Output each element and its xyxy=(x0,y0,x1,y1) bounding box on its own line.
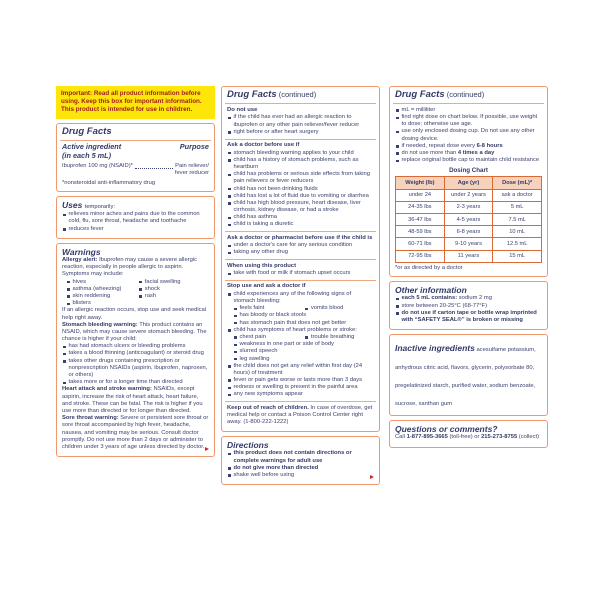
list-item: reduces fever xyxy=(62,226,209,233)
list-item: leg swelling xyxy=(233,356,374,363)
list-item: hives xyxy=(66,279,138,286)
list-item: under a doctor's care for any serious condition xyxy=(227,242,374,249)
sign-row xyxy=(233,305,374,312)
purpose-value xyxy=(175,163,209,177)
stomach-bleeding-signs xyxy=(233,305,374,327)
table-row xyxy=(396,250,542,262)
directions-box xyxy=(221,436,380,485)
drug-facts-continued-box-2 xyxy=(389,86,548,277)
table-row xyxy=(396,201,542,213)
list-item: find right dose on chart below. If possible, use weight to dose; otherwise use age. xyxy=(395,114,542,128)
directions-title: Directions xyxy=(227,440,269,451)
symptom-row xyxy=(66,279,209,286)
list-item: fever or pain gets worse or lasts more than 3 days xyxy=(227,377,374,384)
dosing-chart-table xyxy=(395,176,542,262)
list-item: has bloody or black stools xyxy=(233,312,374,319)
list-item: this product does not contain directions or complete warnings for adult use xyxy=(227,450,374,464)
allergy-followup: If an allergic reaction occurs, stop use and seek medical help right away. xyxy=(62,307,207,321)
list-item: child has high blood pressure, heart disease, liver cirrhosis, kidney disease, or had a stroke xyxy=(227,200,374,214)
list-item: store between 20-25°C (68-77°F) xyxy=(395,303,542,310)
list-item: rash xyxy=(138,293,156,300)
stomach-bleeding-warning xyxy=(62,322,209,344)
heart-problem-signs xyxy=(233,334,374,363)
ask-doctor-heading: Ask a doctor before use if xyxy=(227,142,300,149)
repeat-dose-bold: 6-8 hours xyxy=(476,142,503,149)
list-item: do not use if carton tape or bottle wrap imprinted with “SAFETY SEAL®” is broken or missing xyxy=(395,310,542,324)
cell-dose: 15 mL xyxy=(493,250,542,262)
keep-out-lead: Keep out of reach of children. xyxy=(227,404,309,411)
cell-weight: 36-47 lbs xyxy=(396,213,445,225)
list-item: child has lost a lot of fluid due to vomiting or diarrhea xyxy=(227,193,374,200)
important-notice: Important: Read all product information before using. Keep this box for important information. This product is intended for use in children. xyxy=(56,86,215,119)
drug-facts-box xyxy=(56,123,215,193)
cell-age: under 2 years xyxy=(444,189,493,201)
cell-age: 9-10 years xyxy=(444,238,493,250)
divider xyxy=(393,103,544,104)
keep-out-text: In case of overdose, get medical help or contact a Poison Control Center right away. (1-800-222-1222) xyxy=(227,404,373,426)
list-item: shake well before using xyxy=(227,472,374,479)
questions-phone-line xyxy=(395,434,542,441)
list-item: asthma (wheezing) xyxy=(66,286,138,293)
list-item: has stomach pain that does not get better xyxy=(233,320,374,327)
cell-age: 2-3 years xyxy=(444,201,493,213)
list-item: weakness in one part or side of body xyxy=(233,341,374,348)
divider xyxy=(225,401,376,402)
stomach-warning-lead: Stomach bleeding warning: xyxy=(62,321,138,328)
list-item: takes more or for a longer time than directed xyxy=(62,379,209,386)
middle-column xyxy=(221,86,380,489)
do-not-use-heading: Do not use xyxy=(227,106,258,113)
stomach-warning-list xyxy=(62,343,209,386)
divider xyxy=(225,103,376,104)
list-item: if the child has ever had an allergic reaction to ibuprofen or any other pain reliever/fever reducer xyxy=(227,114,374,128)
list-item: take with food or milk if stomach upset occurs xyxy=(227,270,374,277)
table-row xyxy=(396,226,542,238)
table-row xyxy=(396,189,542,201)
list-item: blisters xyxy=(66,300,138,307)
purpose-heading: Purpose xyxy=(179,142,209,152)
list-item: child has a history of stomach problems, such as heartburn xyxy=(227,157,374,171)
questions-box xyxy=(389,420,548,447)
cell-dose: 5 mL xyxy=(493,201,542,213)
cell-dose: ask a doctor xyxy=(493,189,542,201)
left-column xyxy=(56,86,215,461)
uses-box xyxy=(56,196,215,239)
cell-age: 6-8 years xyxy=(444,226,493,238)
cell-weight: under 24 xyxy=(396,189,445,201)
active-ingredient-subheading: (in each 5 mL) xyxy=(62,151,112,161)
cell-weight: 60-71 lbs xyxy=(396,238,445,250)
list-item: stomach bleeding warning applies to your child xyxy=(227,150,374,157)
heart-warning-text: NSAIDs, except aspirin, increase the risk of heart attack, heart failure, and stroke. These can be fatal. The risk is higher if you use more than directed or for longer than directed. xyxy=(62,386,203,414)
stop-use-list xyxy=(227,327,374,334)
ask-doctor-list xyxy=(227,150,374,229)
divider xyxy=(225,139,376,140)
dosing-notes-list xyxy=(395,107,542,165)
keep-out-of-reach xyxy=(227,405,374,427)
drug-facts-continued-title xyxy=(395,90,542,101)
list-item: feels faint xyxy=(233,305,304,312)
when-using-heading: When using this product xyxy=(227,262,297,269)
inactive-ingredients xyxy=(395,338,542,410)
divider xyxy=(225,259,376,260)
ask-pharmacist-list xyxy=(227,242,374,256)
divider xyxy=(60,140,211,141)
list-item: child has symptoms of heart problems or stroke: xyxy=(227,327,374,334)
list-item: takes other drugs containing prescription or nonprescription NSAIDs (aspirin, ibuprofen, naproxen, or others) xyxy=(62,358,209,380)
cell-dose: 7.5 mL xyxy=(493,213,542,225)
list-item xyxy=(395,143,542,150)
other-information-title: Other information xyxy=(395,285,467,296)
ingredient-row xyxy=(62,163,209,177)
mid-text: (toll-free) or xyxy=(447,434,482,441)
uses-title-text: Uses xyxy=(62,200,83,211)
when-using-list xyxy=(227,270,374,277)
cell-age: 11 years xyxy=(444,250,493,262)
allergy-alert-lead: Allergy alert: xyxy=(62,257,98,264)
list-item: the child does not get any relief within first day (24 hours) of treatment xyxy=(227,363,374,377)
continue-arrow-icon xyxy=(205,447,209,451)
allergy-alert xyxy=(62,257,209,279)
purpose-line1: Pain reliever/ xyxy=(175,162,209,169)
contains-lead: each 5 mL contains: xyxy=(401,295,458,302)
list-item: skin reddening xyxy=(66,293,138,300)
collect-text: (collect) xyxy=(517,434,540,441)
list-item: chest pain xyxy=(233,334,304,341)
drug-facts-title-text: Drug Facts xyxy=(395,89,445,100)
stop-use-list xyxy=(227,291,374,305)
list-item: facial swelling xyxy=(138,279,180,286)
list-item: child has not been drinking fluids xyxy=(227,186,374,193)
heart-warning-lead: Heart attack and stroke warning: xyxy=(62,386,152,393)
list-item: child is taking a diuretic xyxy=(227,221,374,228)
purpose-line2: fever reducer xyxy=(174,170,209,177)
cell-age: 4-5 years xyxy=(444,213,493,225)
ask-pharmacist-heading: Ask a doctor or pharmacist before use if the child is xyxy=(227,234,373,241)
symptom-row xyxy=(66,300,209,307)
uses-title xyxy=(62,200,209,211)
continued-label: (continued) xyxy=(276,90,317,99)
column-header-dose: Dose (mL)* xyxy=(493,177,542,189)
contains-text: sodium 2 mg xyxy=(457,295,492,302)
cell-dose: 10 mL xyxy=(493,226,542,238)
list-item: child has problems or serious side effects from taking pain relievers or fever reducers xyxy=(227,171,374,185)
drug-facts-title: Drug Facts xyxy=(62,125,112,137)
list-item xyxy=(395,295,542,302)
sign-row xyxy=(233,334,374,341)
list-item: do not give more than directed xyxy=(227,465,374,472)
stop-use-list xyxy=(227,363,374,399)
right-column xyxy=(389,86,548,452)
uses-lead: temporarily: xyxy=(84,204,115,211)
cell-weight: 24-35 lbs xyxy=(396,201,445,213)
uses-list xyxy=(62,211,209,233)
list-item: child has asthma xyxy=(227,214,374,221)
call-text: Call xyxy=(395,434,407,441)
questions-title: Questions or comments? xyxy=(395,424,498,435)
continued-label: (continued) xyxy=(444,90,485,99)
symptom-list xyxy=(66,279,209,308)
active-ingredient-heading: Active ingredient xyxy=(62,142,122,152)
directions-list xyxy=(227,450,374,479)
list-item: replace original bottle cap to maintain child resistance xyxy=(395,157,542,164)
cell-weight: 72-95 lbs xyxy=(396,250,445,262)
list-item: has had stomach ulcers or bleeding problems xyxy=(62,343,209,350)
warnings-box xyxy=(56,243,215,457)
repeat-dose-text: if needed, repeat dose every xyxy=(401,142,477,149)
max-dose-text: do not use more than xyxy=(401,150,458,157)
throat-warning-text: Severe or persistent sore throat or sore throat accompanied by high fever, headache, nausea, and vomiting may be serious. Consult doctor promptly. Do not use more than 2 days or administer to children under 3 years of age unless directed by doctor. xyxy=(62,415,209,450)
inactive-ingredients-box xyxy=(389,334,548,416)
ingredient-name: Ibuprofen 100 mg (NSAID)* xyxy=(62,162,133,169)
stomach-warning-text: This product contains an NSAID, which may cause severe stomach bleeding. The chance is higher if your child: xyxy=(62,321,207,343)
symptom-row xyxy=(66,293,209,300)
column-header-age: Age (yr) xyxy=(444,177,493,189)
warnings-title: Warnings xyxy=(62,246,101,257)
inactive-ingredients-text: acesulfame potassium, anhydrous citric acid, flavors, glycerin, polysorbate 80, pregelatinized starch, purified water, sodium benzoate, sucrose, xanthan gum xyxy=(395,347,536,408)
allergy-alert-text: Ibuprofen may cause a severe allergic reaction, especially in people allergic to aspirin. Symptoms may include: xyxy=(62,257,198,278)
divider xyxy=(225,280,376,281)
column-header-weight: Weight (lb) xyxy=(396,177,445,189)
throat-warning-lead: Sore throat warning: xyxy=(62,415,119,422)
table-row xyxy=(396,238,542,250)
cell-weight: 48-59 lbs xyxy=(396,226,445,238)
other-information-box xyxy=(389,281,548,330)
other-information-list xyxy=(395,295,542,324)
continue-arrow-icon xyxy=(370,475,374,479)
list-item: redness or swelling is present in the painful area xyxy=(227,384,374,391)
list-item: shock xyxy=(138,286,160,293)
stop-use-heading: Stop use and ask a doctor if xyxy=(227,283,306,290)
divider xyxy=(225,231,376,232)
list-item: any new symptoms appear xyxy=(227,391,374,398)
list-item: slurred speech xyxy=(233,348,374,355)
list-item: relieves minor aches and pains due to the common cold, flu, sore throat, headache and toothache xyxy=(62,211,209,225)
list-item: taking any other drug xyxy=(227,249,374,256)
list-item: trouble breathing xyxy=(304,334,354,341)
symptom-row xyxy=(66,286,209,293)
table-header-row xyxy=(396,177,542,189)
phone-collect: 215-273-8755 xyxy=(481,434,518,441)
drug-facts-title-text: Drug Facts xyxy=(227,89,277,100)
list-item: mL = milliliter xyxy=(395,107,542,114)
list-item: takes a blood thinning (anticoagulant) or steroid drug xyxy=(62,350,209,357)
heart-attack-warning xyxy=(62,386,209,415)
drug-facts-continued-box xyxy=(221,86,380,432)
cell-dose: 12.5 mL xyxy=(493,238,542,250)
list-item: vomits blood xyxy=(304,305,343,312)
sore-throat-warning xyxy=(62,415,209,451)
list-item: right before or after heart surgery xyxy=(227,129,374,136)
table-row xyxy=(396,213,542,225)
dosing-chart-title: Dosing Chart xyxy=(449,167,488,175)
do-not-use-list xyxy=(227,114,374,136)
max-dose-bold: 4 times a day xyxy=(457,150,495,157)
inactive-ingredients-title: Inactive ingredients xyxy=(395,343,475,354)
list-item: child experiences any of the following signs of stomach bleeding: xyxy=(227,291,374,305)
list-item: use only enclosed dosing cup. Do not use any other dosing device. xyxy=(395,128,542,142)
drug-facts-continued-title xyxy=(227,90,374,101)
chart-footnote: *or as directed by a doctor xyxy=(395,265,463,272)
dot-leader xyxy=(135,163,173,169)
list-item xyxy=(395,150,542,157)
phone-tollfree: 1-877-895-3665 xyxy=(406,434,448,441)
nsaid-footnote: *nonsteroidal anti-inflammatory drug xyxy=(62,180,156,187)
